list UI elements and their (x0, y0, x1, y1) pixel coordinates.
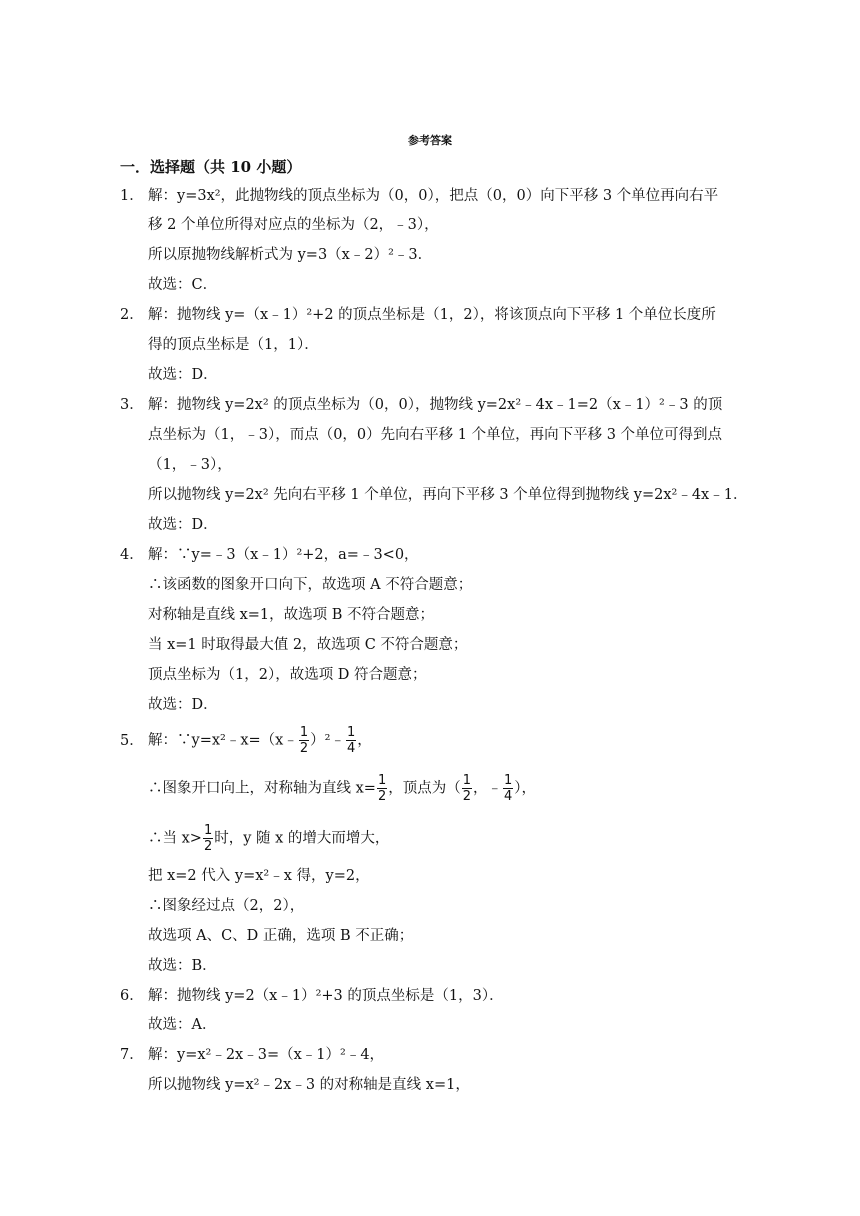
q4-line-1: 4． 解：∵y=﹣3（x﹣1）²+2，a=﹣3<0， (120, 547, 419, 563)
q3-answer: 故选：D． (148, 517, 218, 533)
fraction-one-quarter: $\frac{1}{4}$ (504, 773, 513, 804)
q6-number: 6． (120, 988, 144, 1004)
q2-answer: 故选：D． (148, 367, 218, 383)
q4-number: 4． (120, 547, 144, 563)
q3-line-4: 所以抛物线 y=2x² 先向右平移 1 个单位，再向下平移 3 个单位得到抛物线 y=2x²﹣4x﹣1． (148, 487, 748, 503)
q2-line-2: 得的顶点坐标是（1，1）． (148, 337, 319, 353)
q4-line-2: ∴该函数的图象开口向下，故选项 A 不符合题意； (148, 577, 473, 593)
q5-line-2: ∴图象开口向上，对称轴为直线 x= $\frac{1}{2}$ ，顶点为（ $\frac{1}{2}$ ，﹣ $\frac{1}{4}$ ）， (148, 773, 537, 804)
q5-line-4: 把 x=2 代入 y=x²﹣x 得，y=2， (148, 868, 370, 884)
q1-number: 1． (120, 188, 144, 204)
q6-line-1: 6． 解：抛物线 y=2（x﹣1）²+3 的顶点坐标是（1，3）． (120, 988, 504, 1004)
q1-line-2: 移 2 个单位所得对应点的坐标为（2，﹣3）， (148, 217, 439, 233)
q1-line-1: 1． 解：y=3x²，此抛物线的顶点坐标为（0，0），把点（0，0）向下平移 3 个单位再向右平 (120, 188, 719, 204)
q2-number: 2． (120, 307, 144, 323)
q3-number: 3． (120, 397, 144, 413)
q4-line-3: 对称轴是直线 x=1，故选项 B 不符合题意； (148, 607, 435, 623)
q7-line-2: 所以抛物线 y=x²﹣2x﹣3 的对称轴是直线 x=1， (148, 1077, 470, 1093)
fraction-one-quarter: $\frac{1}{4}$ (346, 725, 356, 756)
fraction-one-half: $\frac{1}{2}$ (299, 725, 309, 756)
q4-line-4: 当 x=1 时取得最大值 2，故选项 C 不符合题意； (148, 637, 468, 653)
q2-line-1: 2． 解：抛物线 y=（x﹣1）²+2 的顶点坐标是（1，2），将该顶点向下平移 1 个单位长度所 (120, 307, 716, 323)
section-heading: 一．选择题（共 10 小题） (120, 158, 302, 176)
page-title: 参考答案 (408, 134, 452, 147)
q1-answer: 故选：C． (148, 277, 218, 293)
q3-line-2: 点坐标为（1，﹣3），而点（0，0）先向右平移 1 个单位，再向下平移 3 个单位可得到点 (148, 427, 723, 443)
q1-line-3: 所以原抛物线解析式为 y=3（x﹣2）²﹣3． (148, 247, 433, 263)
q5-line-6: 故选项 A、C、D 正确，选项 B 不正确； (148, 928, 414, 944)
fraction-one-half: $\frac{1}{2}$ (203, 823, 213, 854)
fraction-one-half: $\frac{1}{2}$ (377, 773, 387, 804)
q6-answer: 故选：A． (148, 1017, 217, 1033)
q4-answer: 故选：D． (148, 697, 218, 713)
q7-line-1: 7． 解：y=x²﹣2x﹣3=（x﹣1）²﹣4， (120, 1047, 385, 1063)
fraction-one-half: $\frac{1}{2}$ (462, 773, 471, 804)
q7-number: 7． (120, 1047, 144, 1063)
q5-line-1: 5． 解：∵y=x²﹣x=（x﹣ $\frac{1}{2}$ ）²﹣ $\frac{1}{4}$ ， (120, 725, 372, 756)
q3-line-3: （1，﹣3）， (148, 457, 232, 473)
q4-line-5: 顶点坐标为（1，2），故选项 D 符合题意； (148, 667, 427, 683)
q5-answer: 故选：B． (148, 958, 217, 974)
q5-line-3: ∴当 x> $\frac{1}{2}$ 时，y 随 x 的增大而增大， (148, 823, 390, 854)
q5-line-5: ∴图象经过点（2，2）， (148, 898, 305, 914)
q5-number: 5． (120, 732, 144, 749)
q3-line-1: 3． 解：抛物线 y=2x² 的顶点坐标为（0，0），抛物线 y=2x²﹣4x﹣1=2（x﹣1）²﹣3 的顶 (120, 397, 723, 413)
